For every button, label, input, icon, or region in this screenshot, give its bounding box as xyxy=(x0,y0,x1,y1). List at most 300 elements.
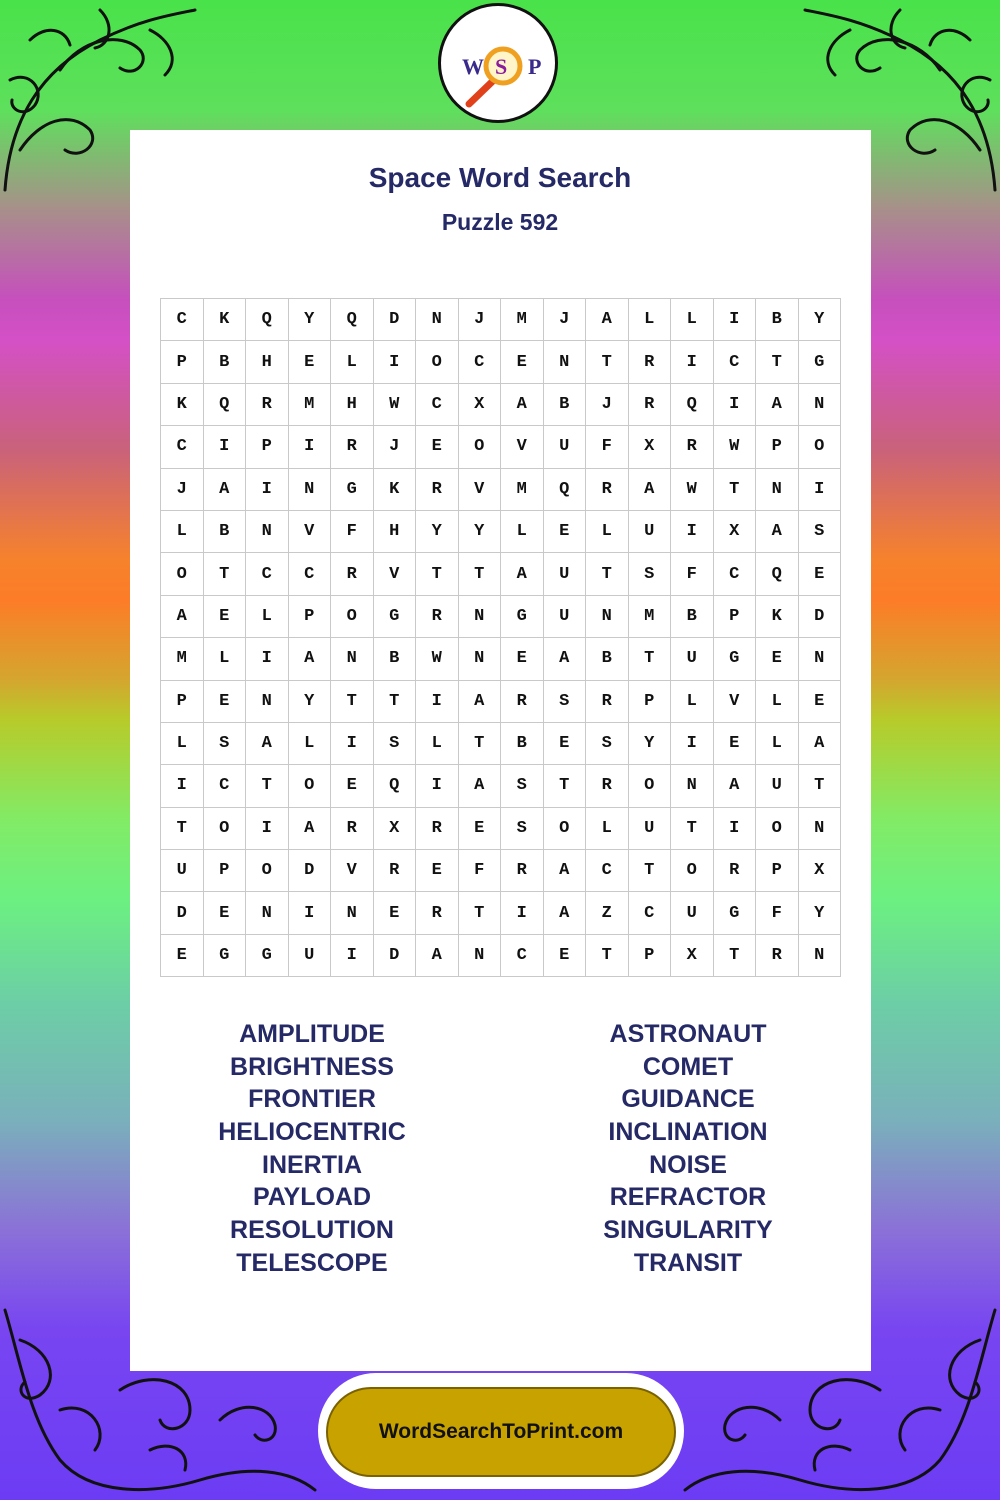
grid-cell[interactable]: A xyxy=(288,807,331,849)
grid-cell[interactable]: O xyxy=(246,850,289,892)
grid-cell[interactable]: Q xyxy=(373,765,416,807)
grid-cell[interactable]: I xyxy=(288,892,331,934)
grid-cell[interactable]: T xyxy=(628,638,671,680)
grid-cell[interactable]: D xyxy=(798,595,841,637)
grid-cell[interactable]: I xyxy=(246,468,289,510)
grid-cell[interactable]: R xyxy=(501,850,544,892)
grid-cell[interactable]: Y xyxy=(288,299,331,341)
grid-cell[interactable]: R xyxy=(416,807,459,849)
grid-cell[interactable]: A xyxy=(756,510,799,552)
grid-cell[interactable]: A xyxy=(628,468,671,510)
grid-cell[interactable]: E xyxy=(416,850,459,892)
grid-cell[interactable]: T xyxy=(586,934,629,976)
grid-cell[interactable]: B xyxy=(671,595,714,637)
grid-cell[interactable]: S xyxy=(628,553,671,595)
grid-cell[interactable]: A xyxy=(416,934,459,976)
grid-cell[interactable]: O xyxy=(203,807,246,849)
grid-cell[interactable]: I xyxy=(713,299,756,341)
grid-cell[interactable]: R xyxy=(246,383,289,425)
grid-cell[interactable]: N xyxy=(543,341,586,383)
grid-row xyxy=(161,722,841,764)
grid-row xyxy=(161,341,841,383)
grid-row xyxy=(161,934,841,976)
grid-cell[interactable]: A xyxy=(501,553,544,595)
grid-cell[interactable]: A xyxy=(203,468,246,510)
grid-cell[interactable]: R xyxy=(586,468,629,510)
grid-cell[interactable]: N xyxy=(416,299,459,341)
grid-cell[interactable]: P xyxy=(288,595,331,637)
grid-cell[interactable]: Q xyxy=(331,299,374,341)
grid-cell[interactable]: A xyxy=(543,850,586,892)
grid-cell[interactable]: O xyxy=(798,426,841,468)
word-list-item: RESOLUTION xyxy=(230,1216,394,1245)
grid-cell[interactable]: I xyxy=(331,934,374,976)
grid-cell[interactable]: O xyxy=(671,850,714,892)
magnifying-glass-icon xyxy=(441,6,561,126)
grid-cell[interactable]: L xyxy=(288,722,331,764)
grid-cell[interactable]: G xyxy=(501,595,544,637)
puzzle-number: Puzzle 592 xyxy=(441,209,559,235)
grid-cell[interactable]: T xyxy=(161,807,204,849)
grid-cell[interactable]: C xyxy=(288,553,331,595)
grid-cell[interactable]: M xyxy=(288,383,331,425)
grid-cell[interactable]: E xyxy=(756,638,799,680)
grid-cell[interactable]: V xyxy=(713,680,756,722)
grid-cell[interactable]: E xyxy=(543,934,586,976)
grid-cell[interactable]: T xyxy=(458,892,501,934)
grid-cell[interactable]: B xyxy=(203,510,246,552)
grid-cell[interactable]: T xyxy=(373,680,416,722)
grid-cell[interactable]: T xyxy=(586,341,629,383)
grid-cell[interactable]: N xyxy=(246,680,289,722)
grid-cell[interactable]: I xyxy=(671,341,714,383)
grid-cell[interactable]: E xyxy=(458,807,501,849)
grid-cell[interactable]: V xyxy=(288,510,331,552)
grid-cell[interactable]: N xyxy=(756,468,799,510)
letter-grid xyxy=(160,298,841,977)
grid-cell[interactable]: I xyxy=(331,722,374,764)
grid-cell[interactable]: K xyxy=(373,468,416,510)
grid-cell[interactable]: T xyxy=(416,553,459,595)
grid-cell[interactable]: E xyxy=(203,680,246,722)
grid-cell[interactable]: S xyxy=(501,765,544,807)
grid-cell[interactable]: L xyxy=(671,680,714,722)
grid-cell[interactable]: Y xyxy=(798,892,841,934)
grid-cell[interactable]: Z xyxy=(586,892,629,934)
word-list-item: PAYLOAD xyxy=(252,1183,372,1212)
grid-cell[interactable]: F xyxy=(331,510,374,552)
grid-cell[interactable]: I xyxy=(713,383,756,425)
grid-cell[interactable]: O xyxy=(543,807,586,849)
grid-cell[interactable]: A xyxy=(713,765,756,807)
grid-cell[interactable]: I xyxy=(416,765,459,807)
grid-cell[interactable]: I xyxy=(203,426,246,468)
grid-cell[interactable]: E xyxy=(288,341,331,383)
grid-cell[interactable]: L xyxy=(671,299,714,341)
grid-cell[interactable]: L xyxy=(161,510,204,552)
grid-cell[interactable]: Y xyxy=(798,299,841,341)
grid-cell[interactable]: V xyxy=(331,850,374,892)
grid-cell[interactable]: M xyxy=(501,299,544,341)
grid-cell[interactable]: X xyxy=(628,426,671,468)
grid-cell[interactable]: V xyxy=(501,426,544,468)
grid-cell[interactable]: X xyxy=(458,383,501,425)
grid-cell[interactable]: Q xyxy=(543,468,586,510)
grid-cell[interactable]: U xyxy=(671,892,714,934)
grid-cell[interactable]: R xyxy=(586,765,629,807)
grid-cell[interactable]: T xyxy=(246,765,289,807)
website-button-inner[interactable] xyxy=(326,1387,676,1477)
grid-cell[interactable]: E xyxy=(501,638,544,680)
grid-cell[interactable]: E xyxy=(501,341,544,383)
grid-cell[interactable]: F xyxy=(671,553,714,595)
grid-cell[interactable]: C xyxy=(713,553,756,595)
grid-cell[interactable]: N xyxy=(331,892,374,934)
grid-cell[interactable]: A xyxy=(586,299,629,341)
grid-cell[interactable]: I xyxy=(501,892,544,934)
grid-cell[interactable]: G xyxy=(798,341,841,383)
grid-cell[interactable]: O xyxy=(331,595,374,637)
grid-cell[interactable]: L xyxy=(161,722,204,764)
grid-cell[interactable]: A xyxy=(543,892,586,934)
grid-cell[interactable]: P xyxy=(246,426,289,468)
grid-cell[interactable]: N xyxy=(798,383,841,425)
grid-cell[interactable]: U xyxy=(628,807,671,849)
grid-cell[interactable]: R xyxy=(331,426,374,468)
grid-cell[interactable]: N xyxy=(458,934,501,976)
grid-cell[interactable]: P xyxy=(756,426,799,468)
grid-cell[interactable]: E xyxy=(331,765,374,807)
grid-cell[interactable]: N xyxy=(671,765,714,807)
grid-cell[interactable]: C xyxy=(416,383,459,425)
grid-cell[interactable]: Y xyxy=(416,510,459,552)
grid-cell[interactable]: C xyxy=(246,553,289,595)
grid-cell[interactable]: I xyxy=(161,765,204,807)
grid-cell[interactable]: T xyxy=(798,765,841,807)
grid-cell[interactable]: U xyxy=(161,850,204,892)
grid-cell[interactable]: C xyxy=(203,765,246,807)
grid-cell[interactable]: N xyxy=(458,638,501,680)
grid-cell[interactable]: I xyxy=(373,341,416,383)
grid-cell[interactable]: U xyxy=(756,765,799,807)
grid-cell[interactable]: R xyxy=(331,807,374,849)
grid-cell[interactable]: H xyxy=(331,383,374,425)
grid-cell[interactable]: B xyxy=(756,299,799,341)
grid-cell[interactable]: O xyxy=(416,341,459,383)
grid-row xyxy=(161,850,841,892)
grid-cell[interactable]: L xyxy=(203,638,246,680)
website-button[interactable] xyxy=(318,1373,684,1489)
word-list-item: ASTRONAUT xyxy=(609,1020,767,1048)
grid-row xyxy=(161,892,841,934)
grid-cell[interactable]: P xyxy=(161,341,204,383)
grid-cell[interactable]: A xyxy=(543,638,586,680)
grid-row xyxy=(161,595,841,637)
grid-cell[interactable]: T xyxy=(203,553,246,595)
grid-cell[interactable]: E xyxy=(798,553,841,595)
word-list-right xyxy=(538,1018,838,1280)
grid-cell[interactable]: E xyxy=(543,722,586,764)
grid-cell[interactable]: R xyxy=(713,850,756,892)
grid-cell[interactable]: U xyxy=(628,510,671,552)
grid-cell[interactable]: C xyxy=(161,299,204,341)
grid-cell[interactable]: Y xyxy=(288,680,331,722)
grid-cell[interactable]: N xyxy=(246,892,289,934)
grid-cell[interactable]: I xyxy=(246,638,289,680)
grid-row xyxy=(161,765,841,807)
grid-cell[interactable]: P xyxy=(628,934,671,976)
grid-cell[interactable]: L xyxy=(501,510,544,552)
grid-cell[interactable]: A xyxy=(161,595,204,637)
grid-cell[interactable]: E xyxy=(543,510,586,552)
word-list-item: FRONTIER xyxy=(248,1085,376,1114)
grid-cell[interactable]: L xyxy=(586,807,629,849)
grid-row xyxy=(161,426,841,468)
grid-cell[interactable]: W xyxy=(713,426,756,468)
grid-cell[interactable]: B xyxy=(543,383,586,425)
grid-cell[interactable]: F xyxy=(458,850,501,892)
grid-cell[interactable]: J xyxy=(373,426,416,468)
word-list-item: SINGULARITY xyxy=(603,1216,773,1245)
grid-cell[interactable]: O xyxy=(288,765,331,807)
grid-cell[interactable]: R xyxy=(331,553,374,595)
grid-cell[interactable]: K xyxy=(203,299,246,341)
grid-cell[interactable]: I xyxy=(671,722,714,764)
grid-cell[interactable]: P xyxy=(756,850,799,892)
grid-cell[interactable]: I xyxy=(246,807,289,849)
grid-cell[interactable]: K xyxy=(161,383,204,425)
grid-cell[interactable]: J xyxy=(543,299,586,341)
grid-cell[interactable]: L xyxy=(416,722,459,764)
grid-cell[interactable]: I xyxy=(416,680,459,722)
grid-cell[interactable]: E xyxy=(373,892,416,934)
grid-cell[interactable]: D xyxy=(373,934,416,976)
grid-row xyxy=(161,468,841,510)
grid-cell[interactable]: W xyxy=(671,468,714,510)
grid-cell[interactable]: N xyxy=(246,510,289,552)
grid-row xyxy=(161,680,841,722)
grid-cell[interactable]: N xyxy=(586,595,629,637)
grid-cell[interactable]: P xyxy=(628,680,671,722)
grid-cell[interactable]: G xyxy=(203,934,246,976)
grid-cell[interactable]: T xyxy=(628,850,671,892)
grid-cell[interactable]: V xyxy=(373,553,416,595)
grid-cell[interactable]: R xyxy=(756,934,799,976)
grid-cell[interactable]: N xyxy=(798,934,841,976)
grid-cell[interactable]: U xyxy=(543,426,586,468)
grid-cell[interactable]: U xyxy=(288,934,331,976)
grid-cell[interactable]: A xyxy=(458,765,501,807)
grid-row xyxy=(161,299,841,341)
grid-cell[interactable]: T xyxy=(671,807,714,849)
grid-cell[interactable]: Q xyxy=(671,383,714,425)
grid-cell[interactable]: J xyxy=(458,299,501,341)
grid-cell[interactable]: Q xyxy=(203,383,246,425)
grid-cell[interactable]: X xyxy=(373,807,416,849)
grid-cell[interactable]: T xyxy=(543,765,586,807)
word-list-item: HELIOCENTRIC xyxy=(218,1118,406,1147)
grid-cell[interactable]: T xyxy=(713,934,756,976)
grid-cell[interactable]: Y xyxy=(628,722,671,764)
grid-cell[interactable]: G xyxy=(331,468,374,510)
grid-cell[interactable]: E xyxy=(713,722,756,764)
grid-cell[interactable]: H xyxy=(246,341,289,383)
grid-cell[interactable]: F xyxy=(756,892,799,934)
grid-cell[interactable]: G xyxy=(713,892,756,934)
grid-cell[interactable]: L xyxy=(246,595,289,637)
word-list-item: TELESCOPE xyxy=(236,1248,388,1277)
grid-cell[interactable]: O xyxy=(458,426,501,468)
grid-cell[interactable]: X xyxy=(713,510,756,552)
grid-cell[interactable]: C xyxy=(501,934,544,976)
grid-cell[interactable]: Q xyxy=(246,299,289,341)
grid-cell[interactable]: G xyxy=(713,638,756,680)
grid-cell[interactable]: C xyxy=(628,892,671,934)
grid-cell[interactable]: S xyxy=(373,722,416,764)
grid-cell[interactable]: T xyxy=(331,680,374,722)
grid-cell[interactable]: O xyxy=(756,807,799,849)
grid-cell[interactable]: N xyxy=(798,807,841,849)
grid-cell[interactable]: P xyxy=(713,595,756,637)
grid-cell[interactable]: Y xyxy=(458,510,501,552)
grid-cell[interactable]: F xyxy=(586,426,629,468)
grid-cell[interactable]: B xyxy=(501,722,544,764)
word-list-item: TRANSIT xyxy=(633,1248,743,1277)
grid-cell[interactable]: I xyxy=(713,807,756,849)
grid-cell[interactable]: C xyxy=(458,341,501,383)
grid-cell[interactable]: R xyxy=(416,595,459,637)
grid-cell[interactable]: M xyxy=(628,595,671,637)
grid-cell[interactable]: J xyxy=(586,383,629,425)
grid-cell[interactable]: P xyxy=(161,680,204,722)
logo-letter-s: S xyxy=(495,54,508,79)
grid-cell[interactable]: L xyxy=(756,680,799,722)
grid-cell[interactable]: A xyxy=(756,383,799,425)
grid-cell[interactable]: G xyxy=(373,595,416,637)
grid-cell[interactable]: E xyxy=(416,426,459,468)
grid-cell[interactable]: E xyxy=(203,892,246,934)
grid-cell[interactable]: T xyxy=(713,468,756,510)
grid-cell[interactable]: T xyxy=(458,553,501,595)
grid-cell[interactable]: U xyxy=(543,595,586,637)
grid-cell[interactable]: R xyxy=(671,426,714,468)
grid-cell[interactable]: T xyxy=(756,341,799,383)
grid-cell[interactable]: R xyxy=(501,680,544,722)
grid-cell[interactable]: I xyxy=(288,426,331,468)
grid-cell[interactable]: J xyxy=(161,468,204,510)
word-list-item: REFRACTOR xyxy=(609,1183,767,1212)
grid-cell[interactable]: T xyxy=(586,553,629,595)
word-list-left xyxy=(162,1018,462,1280)
grid-cell[interactable]: L xyxy=(331,341,374,383)
grid-cell[interactable]: R xyxy=(416,892,459,934)
grid-row xyxy=(161,383,841,425)
grid-cell[interactable]: E xyxy=(203,595,246,637)
grid-cell[interactable]: C xyxy=(586,850,629,892)
grid-cell[interactable]: R xyxy=(586,680,629,722)
grid-cell[interactable]: X xyxy=(798,850,841,892)
grid-cell[interactable]: N xyxy=(331,638,374,680)
grid-cell[interactable]: N xyxy=(798,638,841,680)
grid-cell[interactable]: R xyxy=(373,850,416,892)
grid-cell[interactable]: A xyxy=(288,638,331,680)
word-list-item: COMET xyxy=(642,1052,734,1081)
grid-cell[interactable]: A xyxy=(246,722,289,764)
grid-cell[interactable]: M xyxy=(161,638,204,680)
word-list-item: GUIDANCE xyxy=(621,1085,755,1114)
grid-cell[interactable]: R xyxy=(628,383,671,425)
grid-cell[interactable]: E xyxy=(161,934,204,976)
grid-cell[interactable]: C xyxy=(161,426,204,468)
grid-cell[interactable]: P xyxy=(203,850,246,892)
word-list-item: NOISE xyxy=(649,1150,727,1179)
grid-cell[interactable]: I xyxy=(798,468,841,510)
logo-letter-p: P xyxy=(528,54,542,79)
grid-row xyxy=(161,510,841,552)
grid-cell[interactable]: O xyxy=(161,553,204,595)
word-list-item: INERTIA xyxy=(262,1150,362,1179)
grid-cell[interactable]: G xyxy=(246,934,289,976)
grid-cell[interactable]: S xyxy=(586,722,629,764)
grid-cell[interactable]: E xyxy=(798,680,841,722)
website-label: WordSearchToPrint.com xyxy=(378,1420,624,1443)
grid-cell[interactable]: A xyxy=(501,383,544,425)
page-title: Space Word Search xyxy=(368,162,632,193)
grid-cell[interactable]: B xyxy=(373,638,416,680)
grid-cell[interactable]: D xyxy=(161,892,204,934)
grid-cell[interactable]: L xyxy=(628,299,671,341)
grid-cell[interactable]: H xyxy=(373,510,416,552)
grid-cell[interactable]: B xyxy=(586,638,629,680)
grid-cell[interactable]: N xyxy=(288,468,331,510)
grid-cell[interactable]: K xyxy=(756,595,799,637)
grid-cell[interactable]: I xyxy=(671,510,714,552)
grid-cell[interactable]: S xyxy=(501,807,544,849)
grid-cell[interactable]: S xyxy=(543,680,586,722)
grid-cell[interactable]: R xyxy=(628,341,671,383)
logo-letter-w: W xyxy=(462,54,484,79)
grid-cell[interactable]: W xyxy=(416,638,459,680)
grid-cell[interactable]: N xyxy=(458,595,501,637)
grid-cell[interactable]: U xyxy=(543,553,586,595)
wsp-logo[interactable] xyxy=(438,3,558,123)
word-list-item: INCLINATION xyxy=(608,1118,768,1147)
grid-cell[interactable]: L xyxy=(586,510,629,552)
grid-cell[interactable]: X xyxy=(671,934,714,976)
grid-cell[interactable]: D xyxy=(373,299,416,341)
grid-cell[interactable]: S xyxy=(798,510,841,552)
grid-cell[interactable]: M xyxy=(501,468,544,510)
grid-row xyxy=(161,553,841,595)
grid-cell[interactable]: U xyxy=(671,638,714,680)
grid-row xyxy=(161,807,841,849)
grid-cell[interactable]: C xyxy=(713,341,756,383)
word-list-item: AMPLITUDE xyxy=(239,1020,385,1048)
grid-cell[interactable]: D xyxy=(288,850,331,892)
grid-cell[interactable]: Q xyxy=(756,553,799,595)
grid-cell[interactable]: S xyxy=(203,722,246,764)
grid-cell[interactable]: W xyxy=(373,383,416,425)
grid-cell[interactable]: A xyxy=(798,722,841,764)
grid-cell[interactable]: V xyxy=(458,468,501,510)
grid-cell[interactable]: L xyxy=(756,722,799,764)
grid-cell[interactable]: A xyxy=(458,680,501,722)
grid-cell[interactable]: O xyxy=(628,765,671,807)
word-list-item: BRIGHTNESS xyxy=(230,1052,394,1081)
grid-cell[interactable]: B xyxy=(203,341,246,383)
grid-cell[interactable]: T xyxy=(458,722,501,764)
grid-cell[interactable]: R xyxy=(416,468,459,510)
